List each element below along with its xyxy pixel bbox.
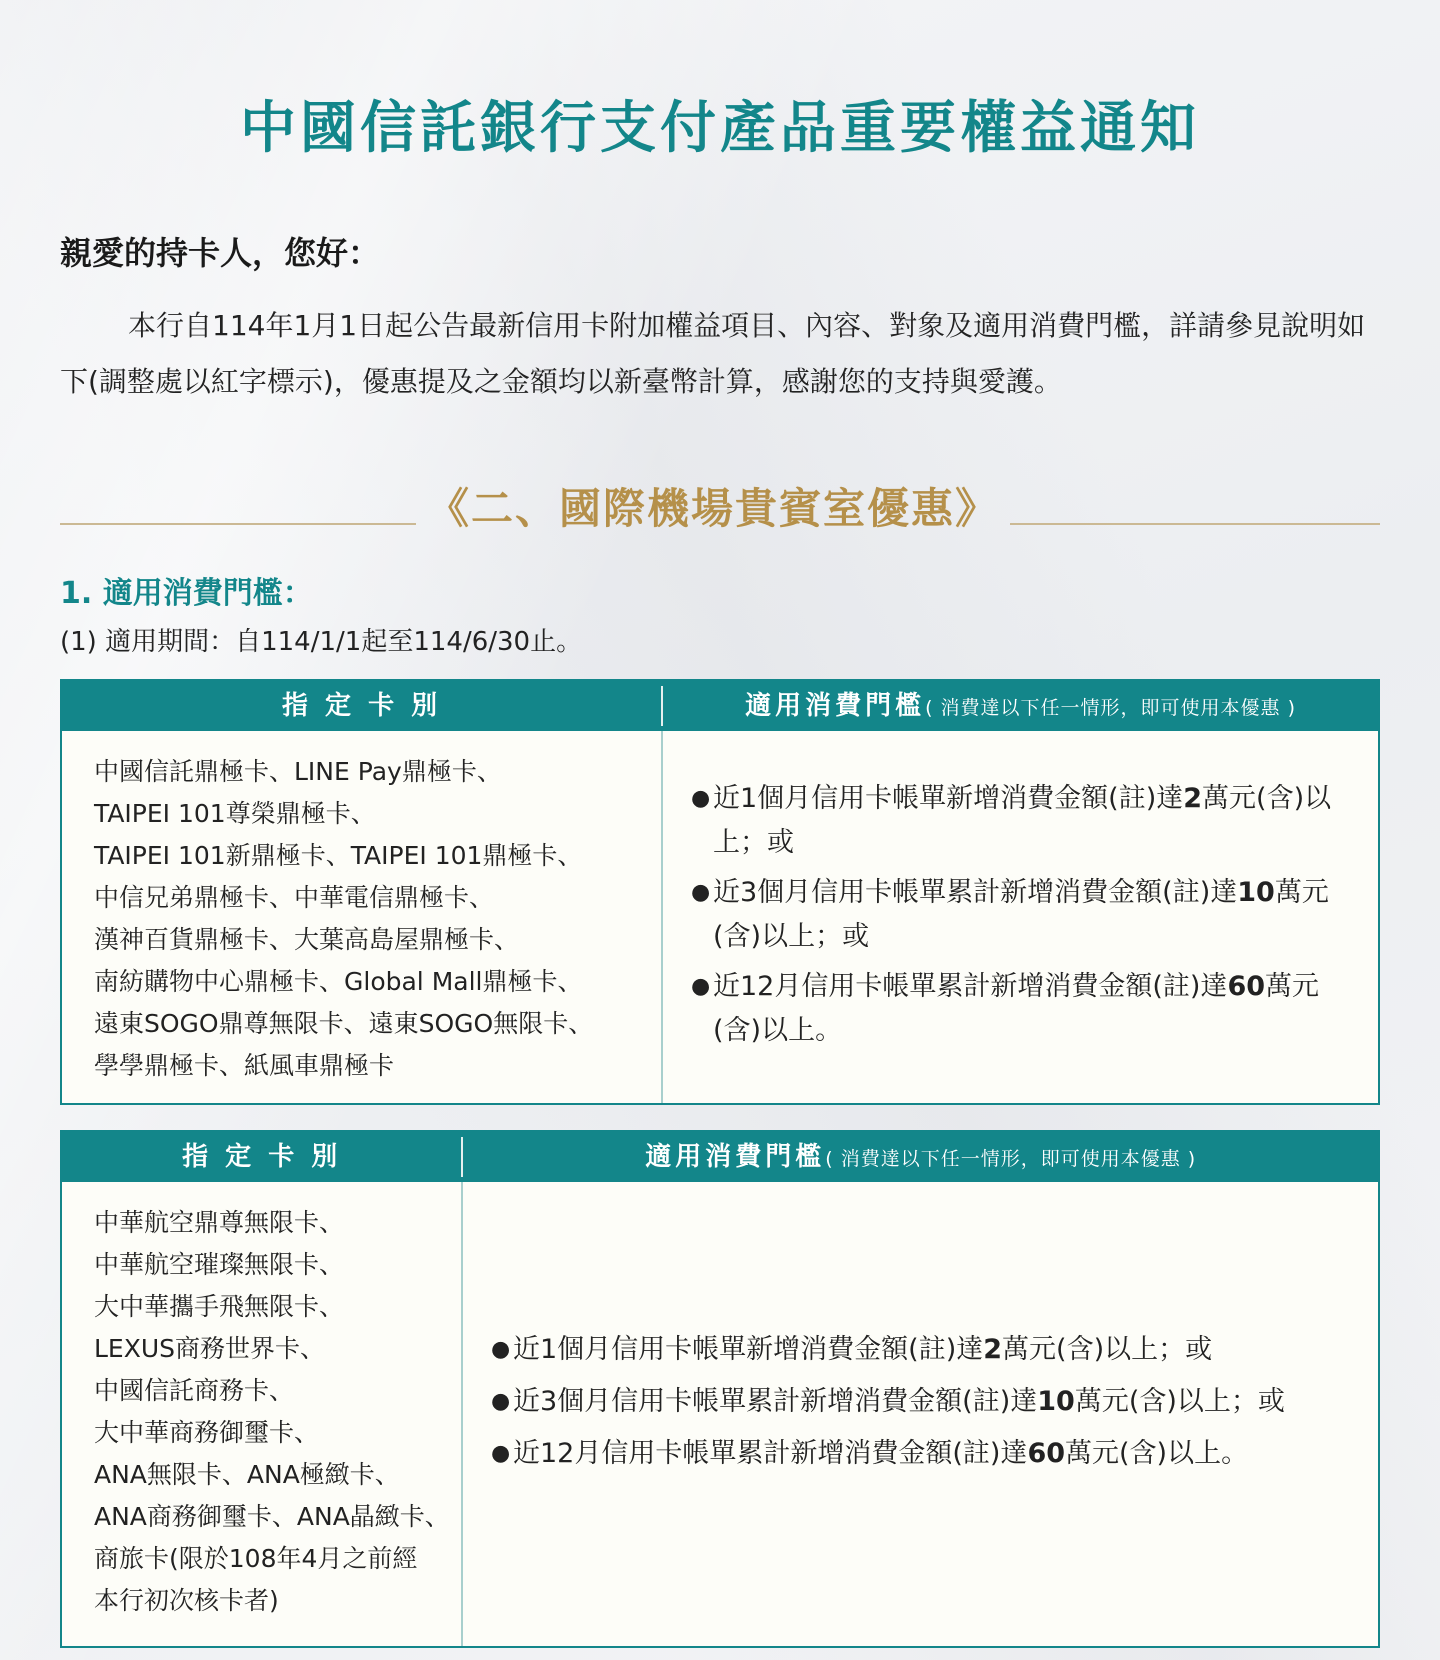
card-line: 遠東SOGO鼎尊無限卡、遠東SOGO無限卡、 (94, 1009, 594, 1038)
header-card-type: 指 定 卡 別 (62, 1137, 463, 1177)
condition-amount: 10 (1237, 877, 1275, 908)
condition-cell (463, 1182, 1378, 1646)
page-title: 中國信託銀行支付產品重要權益通知 (240, 96, 1200, 161)
greeting: 親愛的持卡人，您好： (60, 234, 381, 272)
condition-text: 近3個月信用卡帳單累計新增消費金額(註)達 (513, 1386, 1038, 1417)
condition-suffix: 萬元(含)以上。 (1065, 1438, 1249, 1469)
card-line: 中國信託商務卡、 (94, 1376, 295, 1405)
intro-paragraph: 本行自114年1月1日起公告最新信用卡附加權益項目、內容、對象及適用消費門檻，詳請參見說明如下(調整處以紅字標示)，優惠提及之金額均以新臺幣計算，感謝您的支持與愛護。 (60, 309, 1366, 398)
bullet-icon: ● (491, 1337, 511, 1362)
bullet-icon: ● (491, 1389, 511, 1414)
divider-right (1010, 523, 1380, 525)
threshold-table-2 (60, 1130, 1380, 1648)
card-list (94, 1202, 461, 1622)
bullet-icon: ● (691, 786, 711, 811)
threshold-table-1 (60, 679, 1380, 1105)
applicable-period: (1) 適用期間：自114/1/1起至114/6/30止。 (60, 627, 583, 657)
card-line: ANA無限卡、ANA極緻卡、 (94, 1460, 400, 1489)
condition-text: 近12月信用卡帳單累計新增消費金額(註)達 (513, 1438, 1028, 1469)
header-card-type: 指 定 卡 別 (62, 686, 663, 726)
card-line: 中華航空璀璨無限卡、 (94, 1250, 345, 1279)
condition-suffix: 萬元(含)以上；或 (713, 877, 1329, 952)
condition-amount: 60 (1027, 1438, 1066, 1469)
condition-item (491, 1376, 1371, 1428)
condition-suffix: 萬元(含)以上。 (713, 971, 1320, 1046)
bullet-icon: ● (691, 880, 711, 905)
card-line: 南紡購物中心鼎極卡、Global Mall鼎極卡、 (94, 967, 583, 996)
card-line: 中信兄弟鼎極卡、中華電信鼎極卡、 (94, 883, 495, 912)
card-line: 本行初次核卡者) (94, 1586, 279, 1615)
card-line: ANA商務御璽卡、ANA晶緻卡、 (94, 1502, 450, 1531)
table-header (62, 1132, 1378, 1182)
condition-text: 近1個月信用卡帳單新增消費金額(註)達 (713, 783, 1184, 814)
condition-list (691, 777, 1351, 1053)
condition-amount: 10 (1037, 1386, 1075, 1417)
condition-suffix: 萬元(含)以上；或 (1074, 1386, 1285, 1417)
section-title: 《二、國際機場貴賓室優惠》 (426, 484, 999, 533)
condition-suffix: 萬元(含)以上；或 (713, 783, 1332, 858)
condition-amount: 60 (1227, 971, 1266, 1002)
card-line: TAIPEI 101尊榮鼎極卡、 (94, 799, 376, 828)
condition-item (691, 777, 1351, 865)
divider-left (60, 523, 416, 525)
card-list (94, 751, 661, 1087)
bullet-icon: ● (491, 1441, 511, 1466)
card-list-cell (62, 731, 663, 1103)
header-threshold-label: 適用消費門檻 (745, 691, 926, 721)
condition-item (491, 1428, 1371, 1480)
card-line: 商旅卡(限於108年4月之前經 (94, 1544, 418, 1573)
condition-amount: 2 (983, 1334, 1003, 1365)
header-threshold-note: ( 消費達以下任一情形，即可使用本優惠 ) (825, 1148, 1197, 1170)
card-line: 學學鼎極卡、紙風車鼎極卡 (94, 1051, 395, 1080)
table-header (62, 681, 1378, 731)
card-line: LEXUS商務世界卡、 (94, 1334, 326, 1363)
condition-item (491, 1324, 1371, 1376)
condition-suffix: 萬元(含)以上；或 (1002, 1334, 1213, 1365)
condition-text: 近3個月信用卡帳單累計新增消費金額(註)達 (713, 877, 1238, 908)
condition-item (691, 965, 1351, 1053)
card-line: 中華航空鼎尊無限卡、 (94, 1208, 345, 1237)
condition-text: 近12月信用卡帳單累計新增消費金額(註)達 (713, 971, 1228, 1002)
condition-item (691, 871, 1351, 959)
condition-text: 近1個月信用卡帳單新增消費金額(註)達 (513, 1334, 984, 1365)
header-threshold (463, 1137, 1378, 1177)
condition-cell (663, 731, 1378, 1103)
card-line: TAIPEI 101新鼎極卡、TAIPEI 101鼎極卡、 (94, 841, 583, 870)
header-threshold-note: ( 消費達以下任一情形，即可使用本優惠 ) (925, 697, 1296, 719)
condition-list (491, 1324, 1371, 1480)
card-line: 漢神百貨鼎極卡、大葉高島屋鼎極卡、 (94, 925, 520, 954)
card-line: 大中華攜手飛無限卡、 (94, 1292, 345, 1321)
bullet-icon: ● (691, 974, 711, 999)
header-threshold-label: 適用消費門檻 (645, 1142, 826, 1172)
card-line: 大中華商務御璽卡、 (94, 1418, 320, 1447)
subheading-threshold: 1. 適用消費門檻： (60, 576, 313, 611)
header-threshold (663, 686, 1378, 726)
card-line: 中國信託鼎極卡、LINE Pay鼎極卡、 (94, 757, 502, 786)
card-list-cell (62, 1182, 463, 1646)
condition-amount: 2 (1183, 783, 1203, 814)
section-heading (60, 476, 1380, 546)
